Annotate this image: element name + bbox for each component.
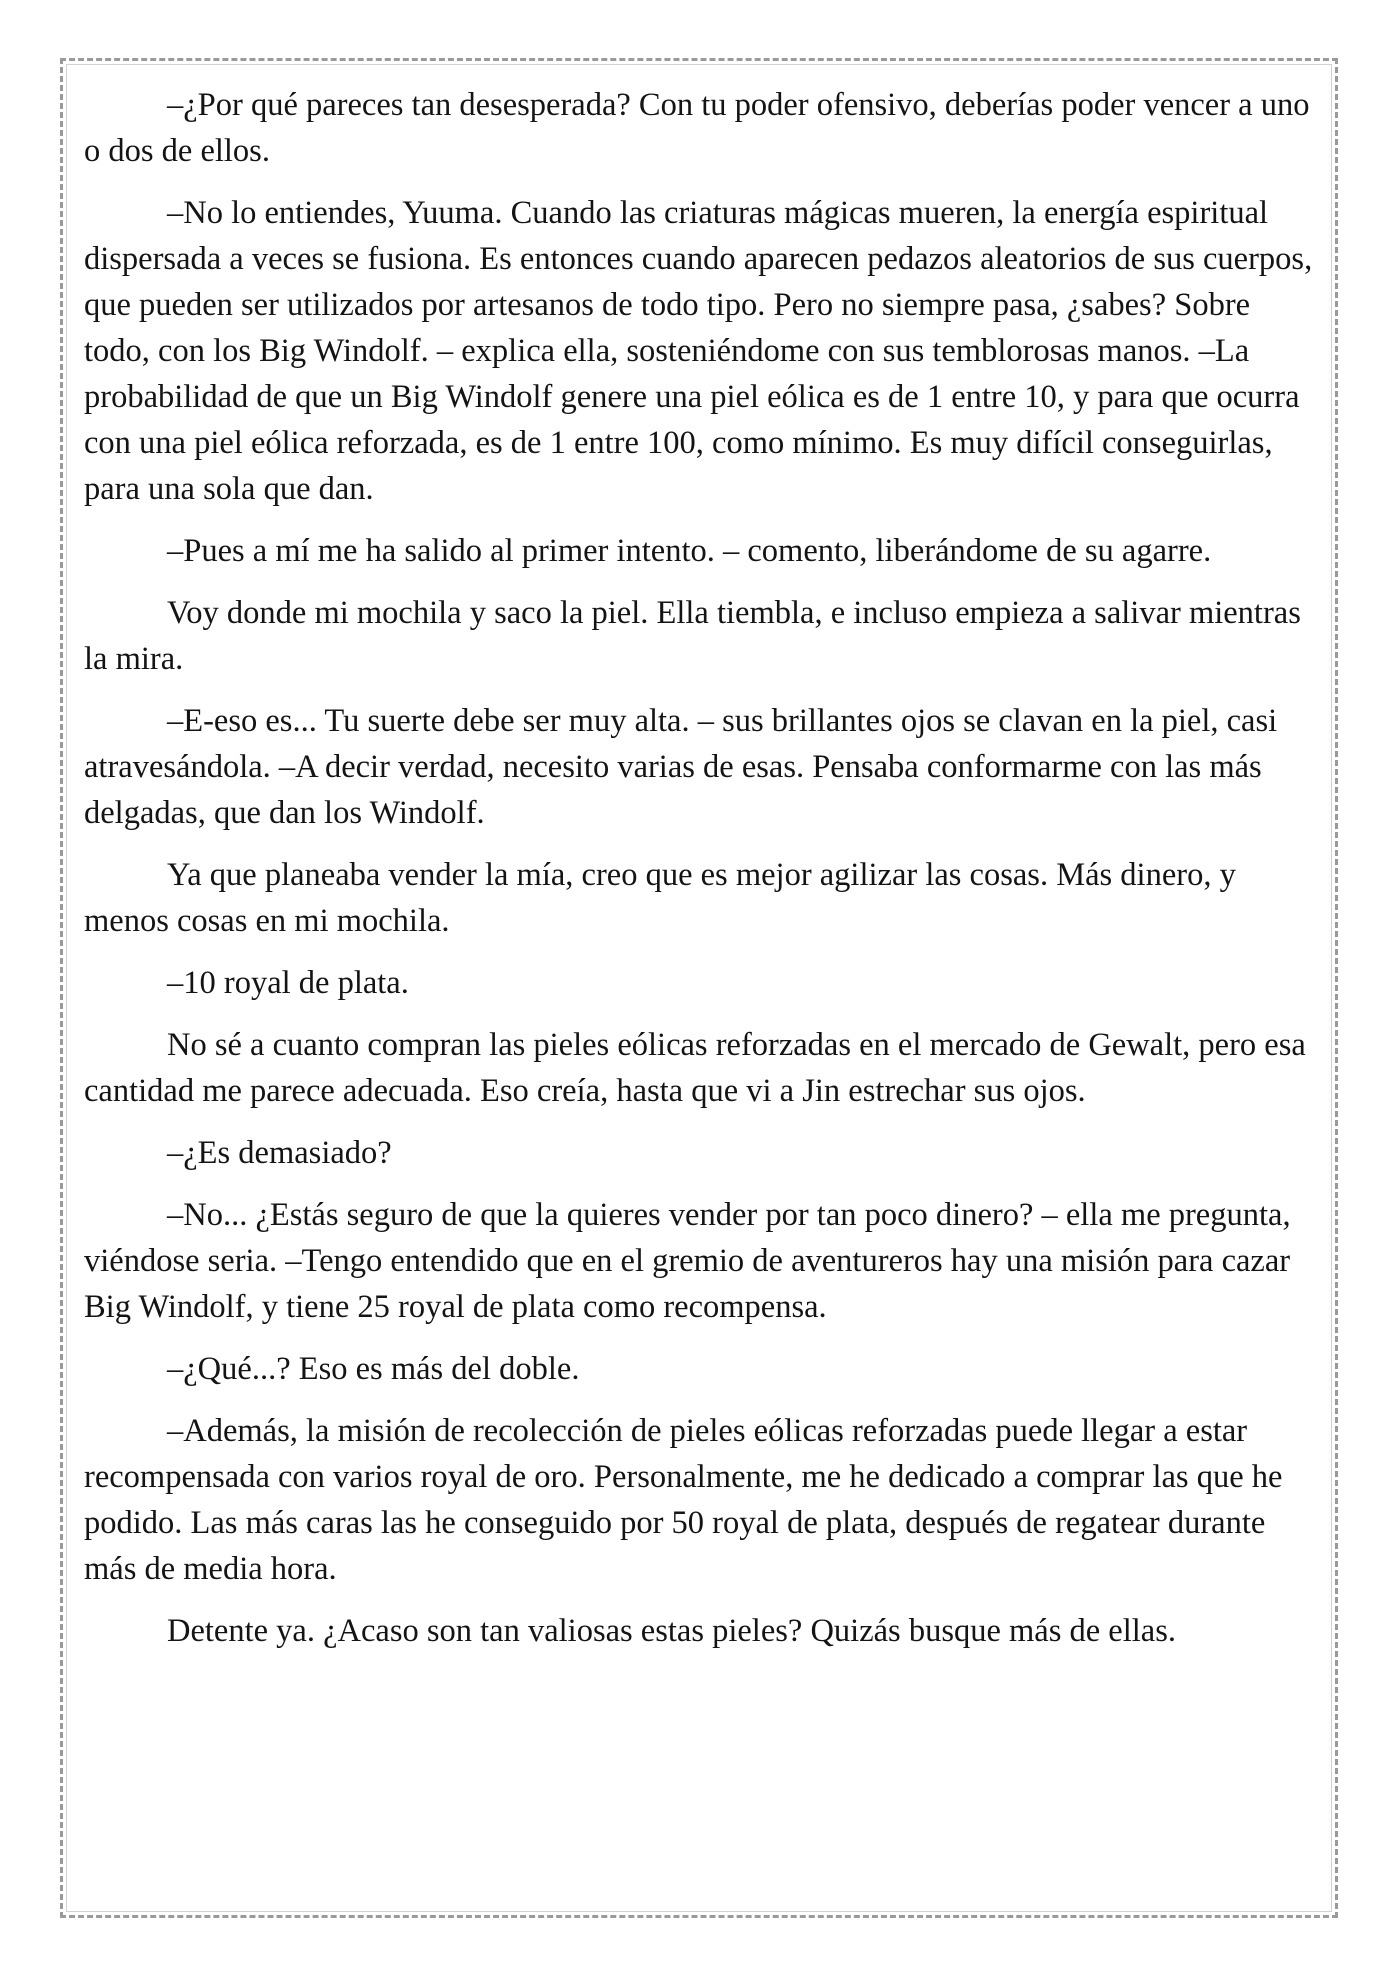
paragraph: –Además, la misión de recolección de pieles eólicas reforzadas puede llegar a estar recompensada con varios royal de oro. Personalmente, me he dedicado a comprar las que he podido. Las más caras las he conseguido por 50 royal de plata, después de regatear durante más de media hora. xyxy=(84,1413,1283,1587)
paragraph: Voy donde mi mochila y saco la piel. Ella tiembla, e incluso empieza a salivar mientras la mira. xyxy=(84,595,1301,677)
paragraph: No sé a cuanto compran las pieles eólicas reforzadas en el mercado de Gewalt, pero esa cantidad me parece adecuada. Eso creía, hasta que vi a Jin estrechar sus ojos. xyxy=(84,1027,1306,1109)
paragraph: –¿Por qué pareces tan desesperada? Con tu poder ofensivo, deberías poder vencer a uno o dos de ellos. xyxy=(84,87,1310,169)
paragraph: –E-eso es... Tu suerte debe ser muy alta. – sus brillantes ojos se clavan en la piel, casi atravesándola. –A decir verdad, necesito varias de esas. Pensaba conformarme con las más delgadas, que dan los Windolf. xyxy=(84,703,1278,831)
paragraph: –¿Es demasiado? xyxy=(167,1135,392,1171)
paragraph: Ya que planeaba vender la mía, creo que es mejor agilizar las cosas. Más dinero, y menos cosas en mi mochila. xyxy=(84,857,1236,939)
paragraph: –10 royal de plata. xyxy=(167,965,409,1001)
document-body xyxy=(84,82,1322,1670)
paragraph: –No... ¿Estás seguro de que la quieres vender por tan poco dinero? – ella me pregunta, viéndose seria. –Tengo entendido que en el gremio de aventureros hay una misión para cazar Big Windolf, y tiene 25 royal de plata como recompensa. xyxy=(84,1197,1291,1325)
paragraph: –No lo entiendes, Yuuma. Cuando las criaturas mágicas mueren, la energía espiritual dispersada a veces se fusiona. Es entonces cuando aparecen pedazos aleatorios de sus cuerpos, que pueden ser utilizados por artesanos de todo tipo. Pero no siempre pasa, ¿sabes? Sobre todo, con los Big Windolf. – explica ella, sosteniéndome con sus temblorosas manos. –La probabilidad de que un Big Windolf genere una piel eólica es de 1 entre 10, y para que ocurra con una piel eólica reforzada, es de 1 entre 100, como mínimo. Es muy difícil conseguirlas, para una sola que dan. xyxy=(84,195,1313,507)
paragraph: –¿Qué...? Eso es más del doble. xyxy=(167,1351,580,1387)
paragraph: Detente ya. ¿Acaso son tan valiosas estas pieles? Quizás busque más de ellas. xyxy=(167,1613,1176,1649)
paragraph: –Pues a mí me ha salido al primer intento. – comento, liberándome de su agarre. xyxy=(167,533,1212,569)
